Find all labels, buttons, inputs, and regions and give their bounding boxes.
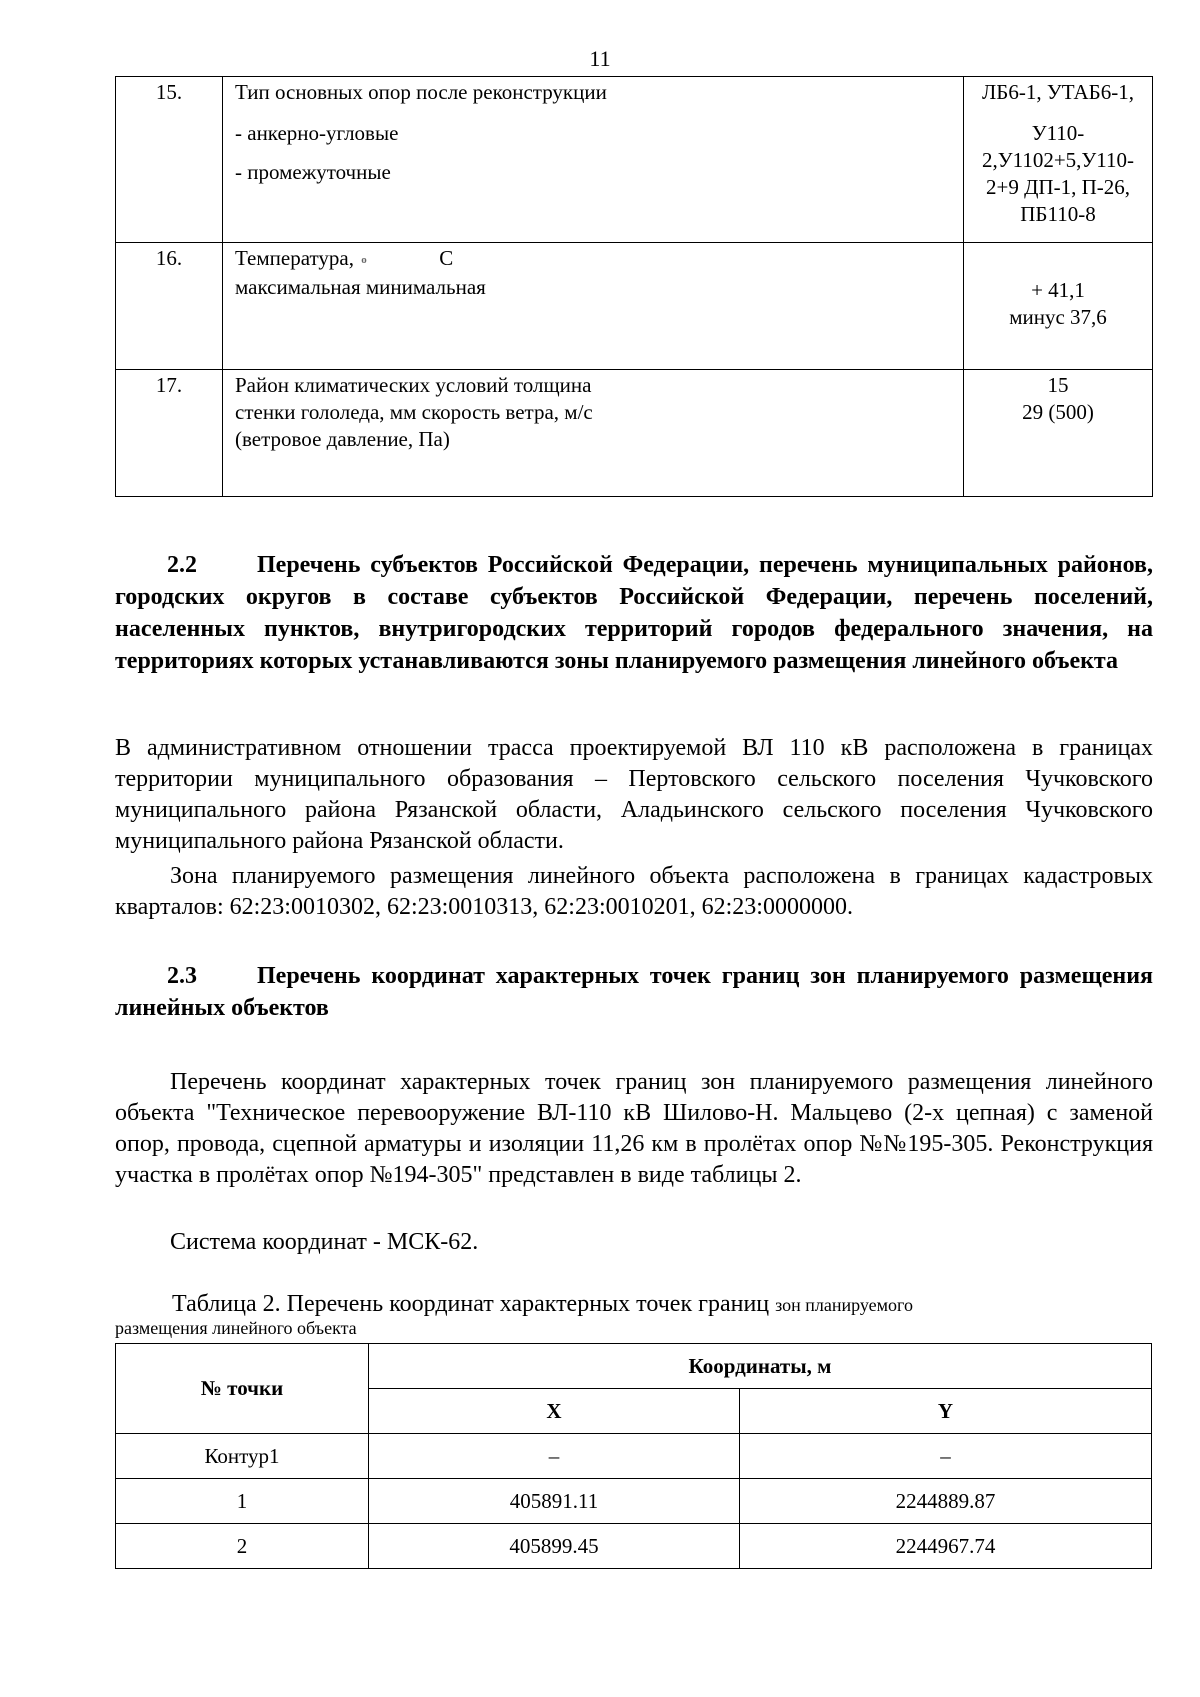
caption-small: зон планируемого	[775, 1295, 913, 1315]
paragraph: Система координат - МСК-62.	[170, 1229, 479, 1255]
caption-main: Таблица 2. Перечень координат характерных точек границ	[172, 1291, 770, 1317]
caption-line2: размещения линейного объекта	[115, 1318, 357, 1338]
row-number: 16.	[116, 243, 223, 370]
row-description	[223, 370, 964, 497]
table-caption	[115, 1289, 1153, 1338]
row-description	[223, 77, 964, 243]
section-number: 2.3	[167, 963, 197, 989]
cell-x: 405899.45	[369, 1524, 740, 1569]
table-row	[116, 1479, 1152, 1524]
row-value	[964, 243, 1153, 370]
specifications-table	[115, 76, 1153, 497]
value-line: У110-	[1031, 121, 1085, 145]
table-row	[116, 77, 1153, 243]
row-description	[223, 243, 964, 370]
page-number: 11	[589, 46, 611, 71]
value-line: ЛБ6-1, УТАБ6-1,	[982, 80, 1134, 104]
row-subitem: - анкерно-угловые	[235, 121, 399, 145]
header-point: № точки	[116, 1344, 369, 1434]
row-value	[964, 370, 1153, 497]
degree-mark: о	[361, 253, 367, 266]
section-heading-2-3	[115, 960, 1153, 1024]
header-x: X	[369, 1389, 740, 1434]
header-coordinates: Координаты, м	[369, 1344, 1152, 1389]
row-value	[964, 77, 1153, 243]
cell-y: 2244967.74	[740, 1524, 1152, 1569]
row-subitem: максимальная минимальная	[235, 274, 486, 299]
value-line: 2+9 ДП-1, П-26,	[986, 175, 1130, 199]
cell-x: –	[369, 1434, 740, 1479]
table-row	[116, 370, 1153, 497]
unit-label: С	[439, 246, 454, 270]
header-y: Y	[740, 1389, 1152, 1434]
row-title: Тип основных опор после реконструкции	[235, 80, 607, 104]
table-row	[116, 1434, 1152, 1479]
row-text-line: Район климатических условий толщина	[235, 373, 592, 397]
paragraph: В административном отношении трасса проектируемой ВЛ 110 кВ расположена в границах территории муниципального образования – Пертовского сельского поселения Чучковского муниципального района Рязанской области, Аладьинского сельского поселения Чучковского муниципального района Рязанской области.	[115, 735, 1153, 854]
cell-point: 2	[116, 1524, 369, 1569]
section-number: 2.2	[167, 552, 197, 578]
row-text-line: стенки гололеда, мм скорость ветра, м/с	[235, 400, 593, 424]
row-title: Температура,	[235, 246, 354, 270]
table-row	[116, 1524, 1152, 1569]
row-number: 15.	[116, 77, 223, 243]
section-title: Перечень координат характерных точек границ зон планируемого размещения линейных объектов	[115, 963, 1153, 1021]
paragraph: Зона планируемого размещения линейного объекта расположена в границах кадастровых кварталов: 62:23:0010302, 62:23:0010313, 62:23:0010201, 62:23:0000000.	[115, 863, 1153, 920]
row-text-line: (ветровое давление, Па)	[235, 427, 450, 451]
section-title: Перечень субъектов Российской Федерации, перечень муниципальных районов, городских округов в составе субъектов Российской Федерации, перечень поселений, населенных пунктов, внутригородских территорий городов федерального значения, на территориях которых устанавливаются зоны планируемого размещения линейного объекта	[115, 552, 1153, 674]
row-number: 17.	[116, 370, 223, 497]
table-row	[116, 243, 1153, 370]
section-heading-2-2	[115, 549, 1153, 677]
value-line: 15	[1047, 373, 1069, 397]
paragraph: Перечень координат характерных точек границ зон планируемого размещения линейного объекта "Техническое перевооружение ВЛ-110 кВ Шилово-Н. Мальцево (2-х цепная) с заменой опор, провода, сцепной арматуры и изоляции 11,26 км в пролётах опор №№195-305. Реконструкция участка в пролётах опор №194-305" представлен в виде таблицы 2.	[115, 1069, 1153, 1188]
value-line: + 41,1	[1031, 278, 1085, 302]
value-line: ПБ110-8	[1020, 202, 1096, 226]
value-line: 29 (500)	[1022, 400, 1094, 424]
cell-point: 1	[116, 1479, 369, 1524]
coordinates-table	[115, 1343, 1152, 1569]
cell-y: 2244889.87	[740, 1479, 1152, 1524]
cell-y: –	[740, 1434, 1152, 1479]
table-header-row	[116, 1344, 1152, 1389]
value-line: 2,У1102+5,У110-	[981, 148, 1134, 172]
value-line: минус 37,6	[1009, 305, 1107, 329]
row-title-line	[235, 245, 953, 274]
row-subitem: - промежуточные	[235, 160, 391, 184]
cell-point: Контур1	[116, 1434, 369, 1479]
cell-x: 405891.11	[369, 1479, 740, 1524]
